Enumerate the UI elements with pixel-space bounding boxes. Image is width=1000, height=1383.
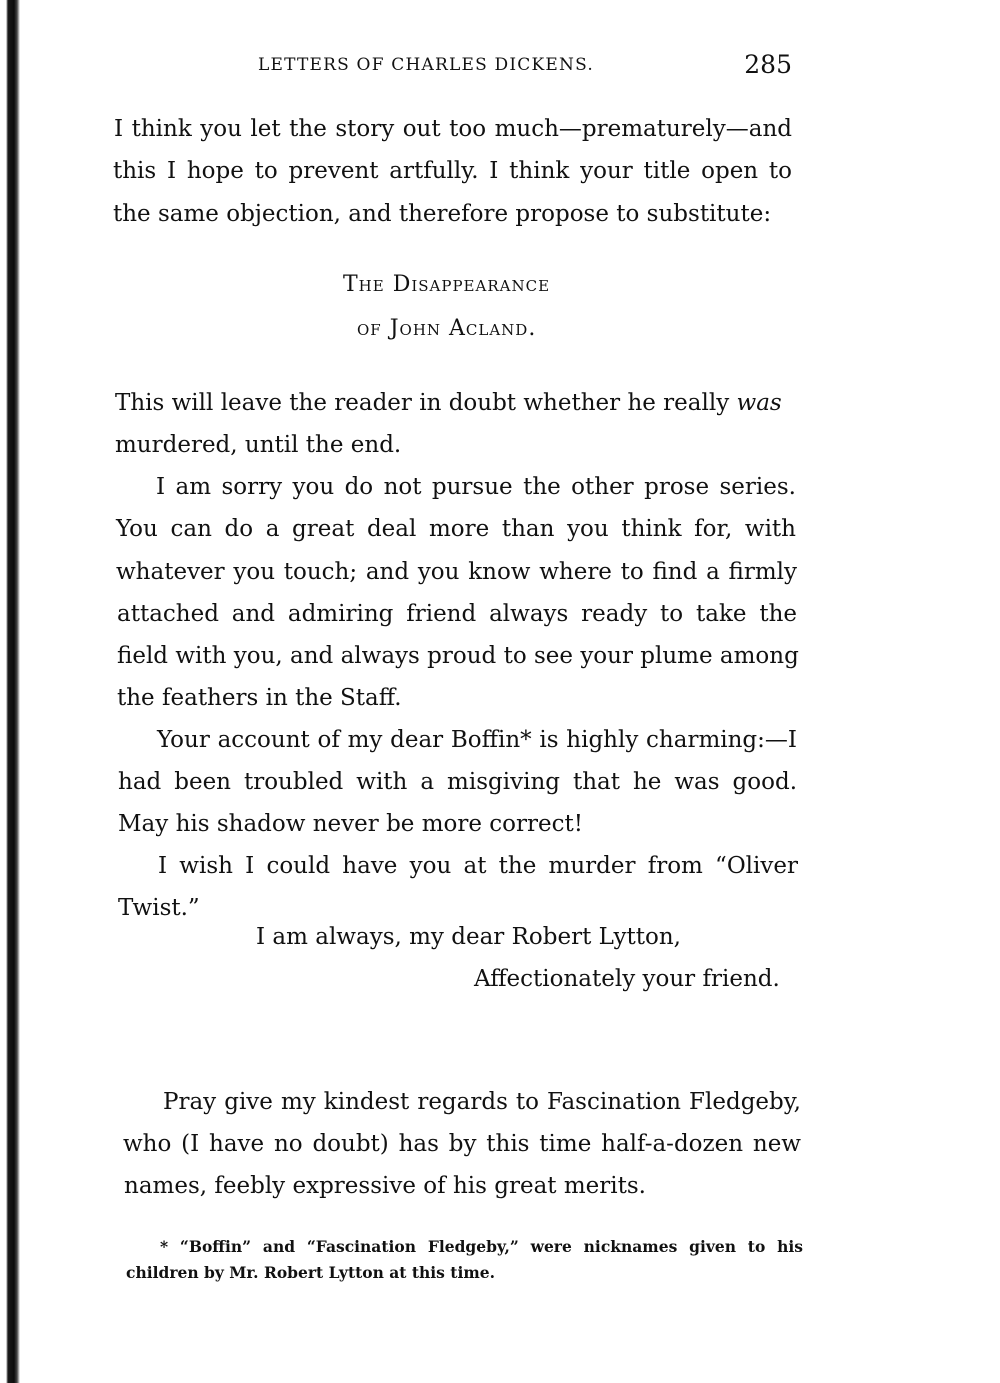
paragraph-4-line-1: Your account of my dear Boffin* is highly charming:—I [157,727,797,753]
paragraph-1-line-2: this I hope to prevent artfully. I think your title open to [113,158,792,184]
closing-signoff: Affectionately your friend. [474,966,780,992]
paragraph-3-line-3: whatever you touch; and you know where to find a firmly [116,559,797,585]
paragraph-3-line-5: field with you, and always proud to see your plume among [117,643,799,669]
proposed-title-line-2: of John Acland. [357,316,537,341]
running-title: LETTERS OF CHARLES DICKENS. [258,55,594,75]
page-header [258,50,792,82]
paragraph-3-line-2: You can do a great deal more than you think for, with [116,516,796,542]
emphasis-was: was [736,390,782,416]
paragraph-2-line-1-text: This will leave the reader in doubt whether he really [115,390,737,416]
paragraph-1-line-3: the same objection, and therefore propose to substitute: [113,201,772,227]
proposed-title-line-1: The Disappearance [343,272,551,297]
paragraph-4-line-3: May his shadow never be more correct! [118,811,583,837]
paragraph-2-line-1 [115,388,795,418]
paragraph-5-line-2: Twist.” [118,895,200,921]
postscript-line-1: Pray give my kindest regards to Fascination Fledgeby, [163,1089,801,1115]
footnote-line-2: children by Mr. Robert Lytton at this time. [126,1263,496,1282]
closing-salutation: I am always, my dear Robert Lytton, [256,924,681,950]
paragraph-3-line-6: the feathers in the Staff. [117,685,402,711]
footnote-line-1: * “Boffin” and “Fascination Fledgeby,” were nicknames given to his [160,1237,803,1256]
paragraph-1-line-1: I think you let the story out too much—prematurely—and [114,116,792,142]
paragraph-2-line-2: murdered, until the end. [115,432,402,458]
paragraph-3-line-1: I am sorry you do not pursue the other prose series. [156,474,796,500]
paragraph-3-line-4: attached and admiring friend always ready to take the [117,601,797,627]
postscript-line-3: names, feebly expressive of his great merits. [124,1173,646,1199]
postscript-line-2: who (I have no doubt) has by this time half-a-dozen new [123,1131,801,1157]
binding-edge [0,0,22,1383]
page-number: 285 [744,50,792,79]
paragraph-4-line-2: had been troubled with a misgiving that he was good. [118,769,797,795]
paragraph-5-line-1: I wish I could have you at the murder from “Oliver [158,853,798,879]
